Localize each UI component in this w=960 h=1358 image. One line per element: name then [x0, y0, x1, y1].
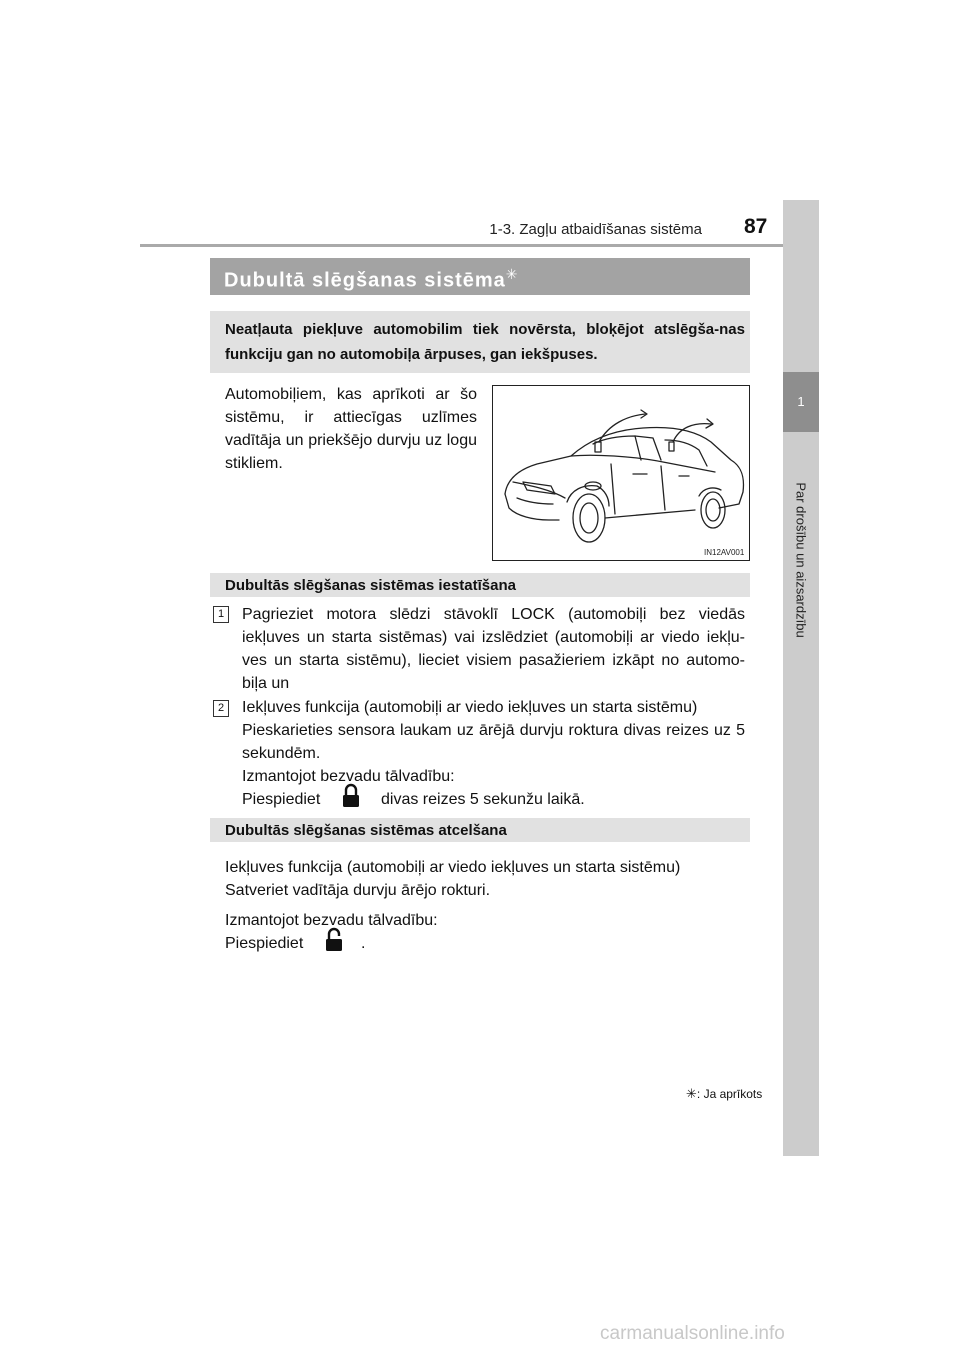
step-2-line-2: Pieskarieties sensora laukam uz ārējā durvju roktura divas reizes uz 5 sekundēm.: [242, 722, 745, 762]
asterisk-icon: ✳: [505, 266, 519, 282]
step-2-line-3: Izmantojot bezvadu tālvadību:: [242, 768, 455, 785]
step-1-text: Pagrieziet motora slēdzi stāvoklī LOCK (automobiļi bez viedās iekļuves un starta sistēmas) vai izslēdziet (automobiļi ar viedo iekļu-ves un starta sistēmu), lieciet visiem pasažieriem izkāpt no automo-biļa un: [242, 606, 745, 692]
cancel-line-2: Satveriet vadītāja durvju ārējo rokturi.: [225, 882, 491, 899]
lock-icon: [341, 783, 361, 809]
step-number-1: 1: [213, 606, 229, 623]
cancel-line-4b: .: [361, 935, 366, 952]
description-paragraph: Automobiļiem, kas aprīkoti ar šo sistēmu, ir attiecīgas uzlīmes vadītāja un priekšējo durvju uz logu stikliem.: [225, 386, 477, 472]
chapter-label: Par drošību un aizsardzību: [793, 482, 809, 638]
header-rule: [140, 244, 783, 247]
page-heading: [224, 266, 519, 293]
intro-text: Neatļauta piekļuve automobilim tiek novērsta, bloķējot atslēgša-nas funkciju gan no automobiļa ārpuses, gan iekšpuses.: [225, 321, 745, 363]
footnote-text: : Ja aprīkots: [696, 1087, 763, 1101]
figure-code: IN12AV001: [704, 548, 745, 557]
car-drawing: [493, 386, 751, 562]
side-index-bar: [783, 200, 819, 1156]
cancel-line-1: Iekļuves funkcija (automobiļi ar viedo iekļuves un starta sistēmu): [225, 859, 681, 876]
step-2-line-1: Iekļuves funkcija (automobiļi ar viedo iekļuves un starta sistēmu): [242, 699, 698, 716]
cancel-line-3: Izmantojot bezvadu tālvadību:: [225, 912, 438, 929]
unlock-icon: [324, 927, 344, 953]
cancel-line-4a: Piespiediet: [225, 935, 304, 952]
page-number: 87: [744, 215, 768, 238]
footnote: [686, 1086, 762, 1102]
watermark: carmanualsonline.info: [600, 1323, 785, 1344]
setting-heading: Dubultās slēgšanas sistēmas iestatīšana: [225, 577, 516, 594]
chapter-tab: 1: [783, 372, 819, 432]
heading-text: Dubultā slēgšanas sistēma: [224, 269, 506, 292]
step-number-2: 2: [213, 700, 229, 717]
asterisk-icon: ✳: [686, 1086, 697, 1101]
section-title: 1-3. Zagļu atbaidīšanas sistēma: [489, 221, 702, 238]
step-2-line-4b: divas reizes 5 sekunžu laikā.: [381, 791, 585, 808]
step-2-line-4a: Piespiediet: [242, 791, 321, 808]
car-illustration: [492, 385, 750, 561]
cancel-heading: Dubultās slēgšanas sistēmas atcelšana: [225, 822, 507, 839]
